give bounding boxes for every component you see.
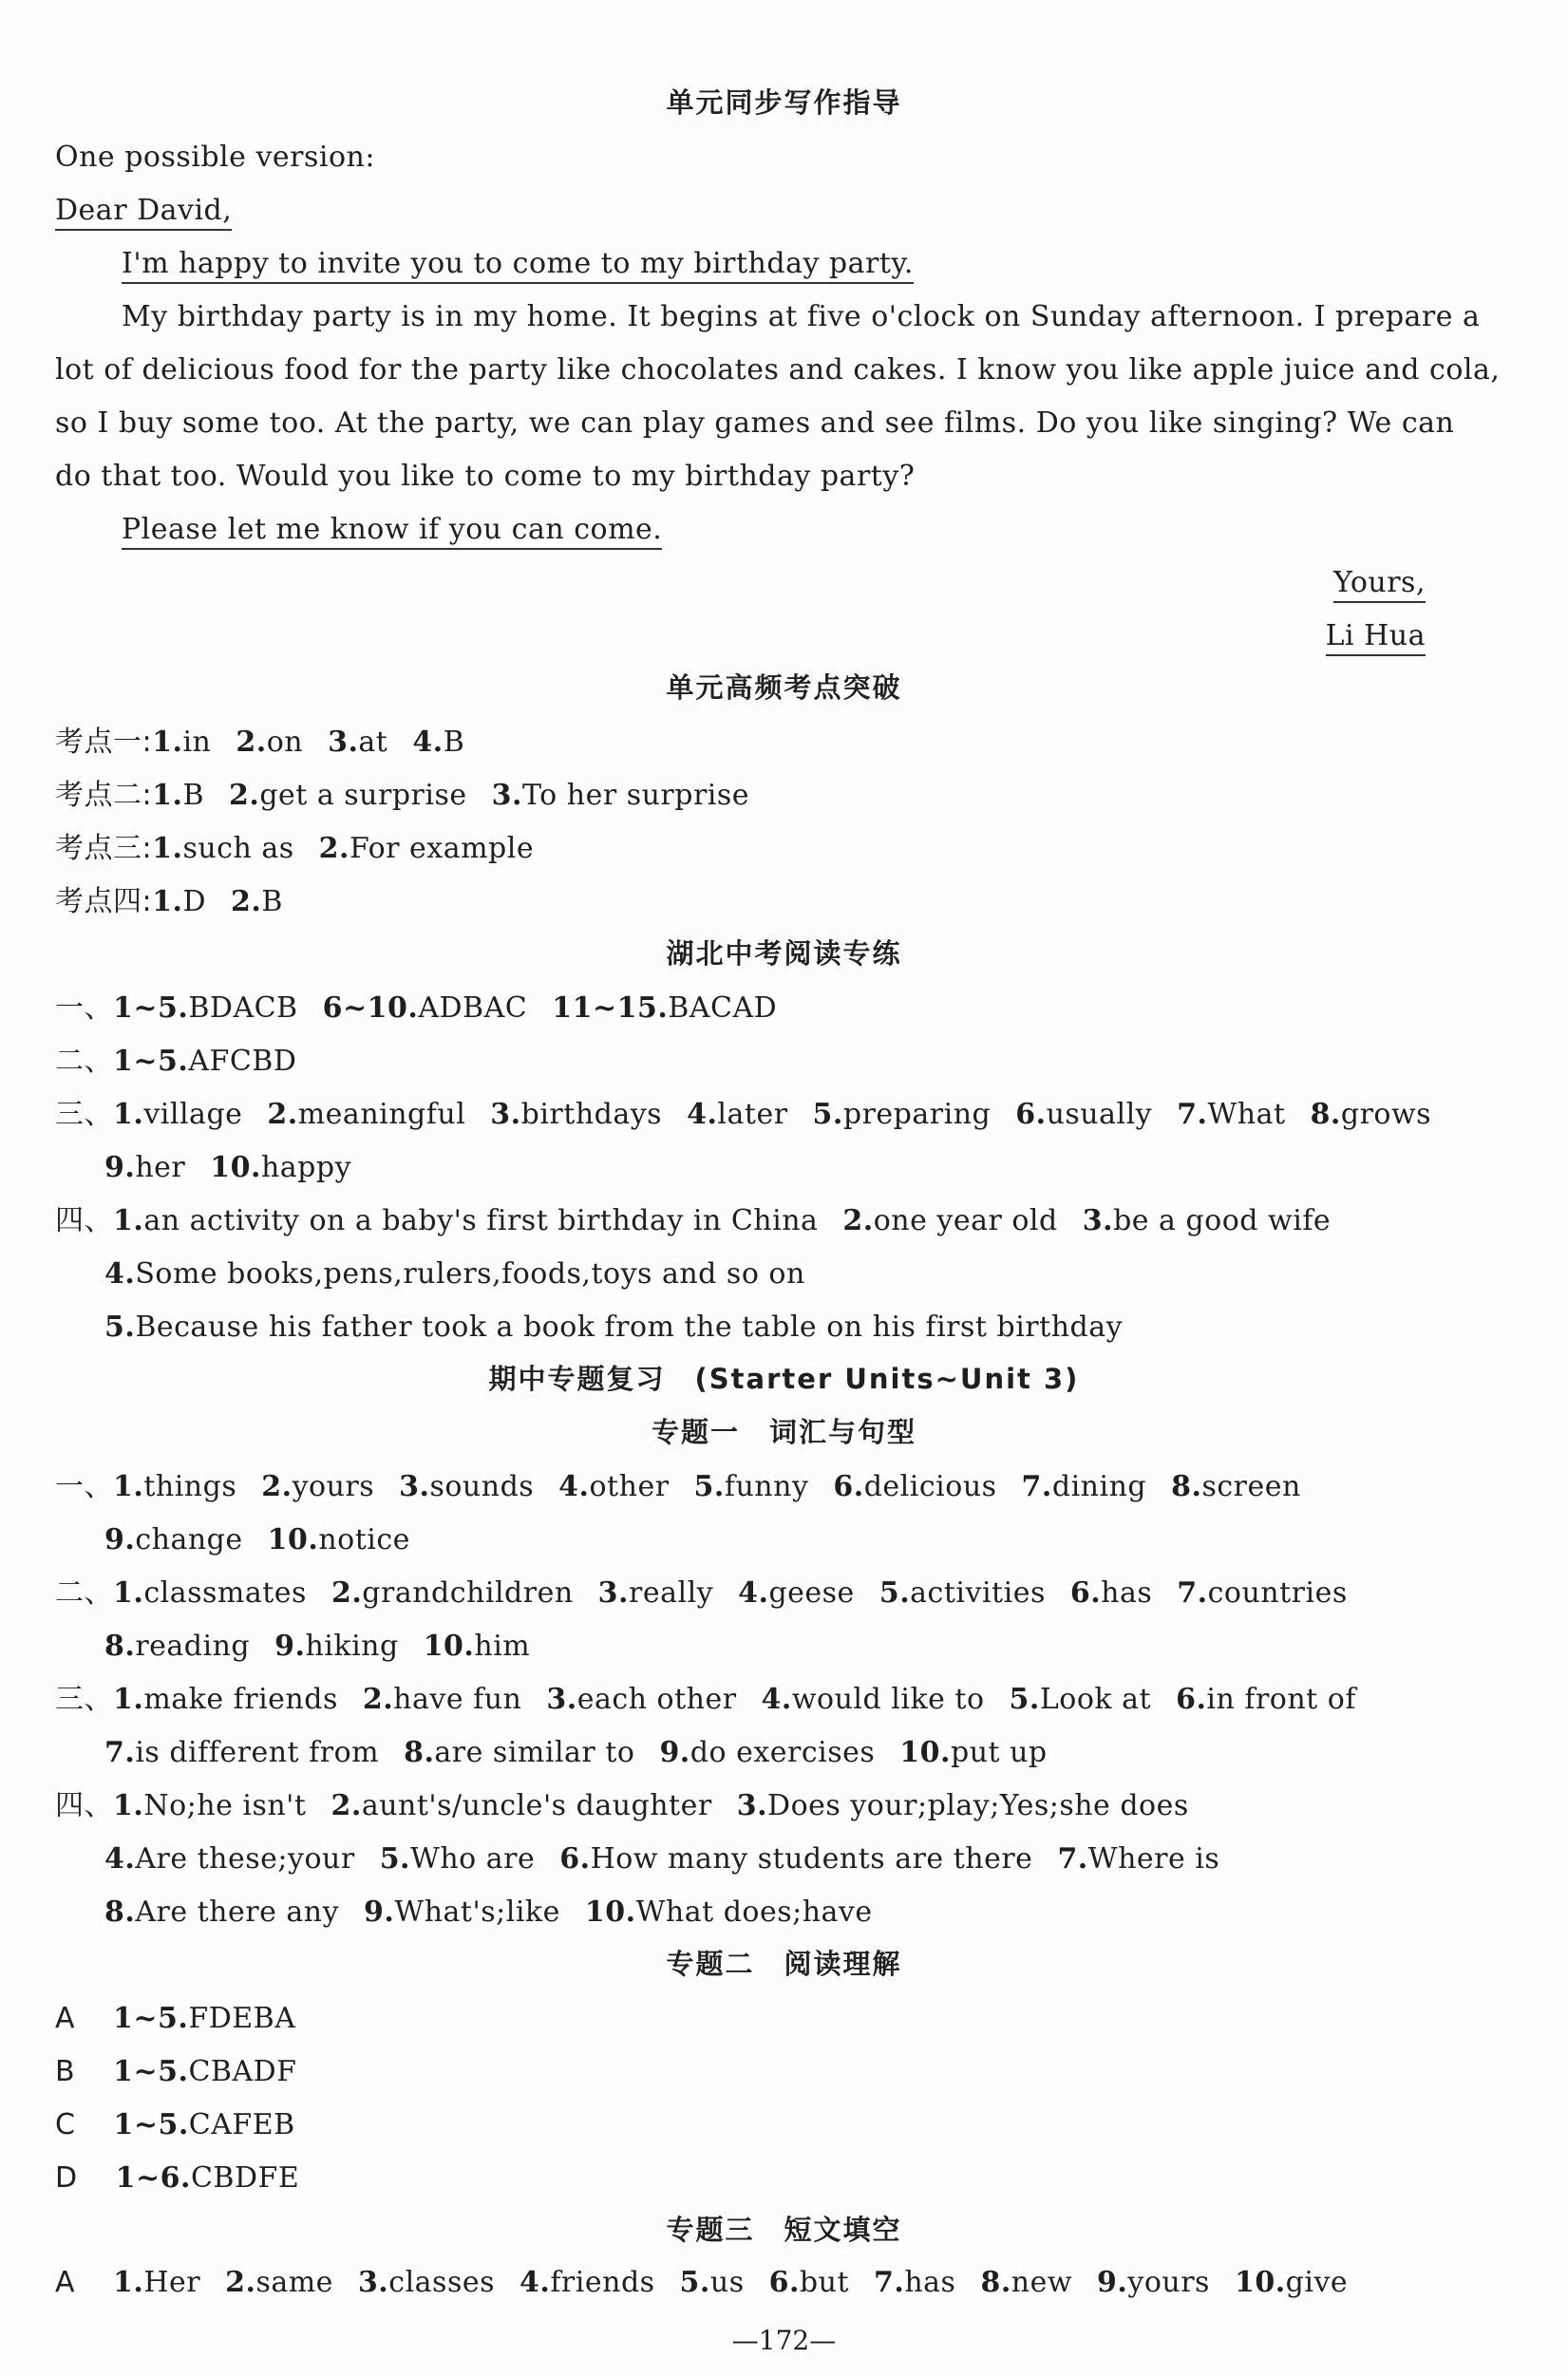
topic3-answer: 4.friends	[520, 2266, 655, 2299]
letter-signoff	[1333, 564, 1426, 602]
topic1-answer: 7.dining	[1021, 1470, 1147, 1503]
letter-body-line-2: lot of delicious food for the party like chocolates and cakes. I know you like apple juice and cola,	[55, 353, 1501, 387]
topic1-answer: 4.would like to	[761, 1683, 985, 1716]
topic2-title: 专题二 阅读理解	[666, 1948, 902, 1980]
topic1-answer: 8.reading	[104, 1630, 251, 1663]
kaodian-row	[55, 777, 749, 815]
letter-opening	[122, 245, 914, 283]
topic2-row	[55, 2106, 295, 2144]
hubei-answer: 10.happy	[210, 1151, 352, 1184]
topic1-label: 四、	[55, 1789, 113, 1822]
topic1-answer: 3.each other	[546, 1683, 737, 1716]
topic1-label: 二、	[55, 1576, 113, 1610]
topic1-row	[104, 1840, 1219, 1878]
topic2-answer: 1~5.CAFEB	[113, 2108, 295, 2141]
hubei-answer: 6.usually	[1015, 1098, 1153, 1131]
topic1-row	[55, 1468, 1301, 1506]
hubei-answer: 2.meaningful	[267, 1098, 466, 1131]
topic1-answer: 9.What's;like	[364, 1895, 560, 1929]
letter-body-line-1: My birthday party is in my home. It begins at five o'clock on Sunday afternoon. I prepare a	[122, 300, 1481, 333]
topic3-answer: 9.yours	[1097, 2266, 1210, 2299]
topic1-answer: 4.Are these;your	[104, 1842, 355, 1876]
topic1-answer: 5.funny	[693, 1470, 809, 1503]
kaodian-answer: 2.get a surprise	[228, 779, 467, 812]
kaodian-answer: 1.B	[152, 779, 204, 812]
hubei-row	[55, 990, 777, 1028]
kaodian-row	[55, 883, 283, 921]
topic1-row	[104, 1628, 530, 1666]
topic1-answer: 10.What does;have	[584, 1895, 873, 1929]
hubei-row	[55, 1043, 296, 1081]
topic2-row	[55, 2053, 296, 2091]
greeting-text: Dear David,	[55, 194, 232, 231]
topic3-answer: 7.has	[874, 2266, 956, 2299]
kaodian-label: 考点四:	[55, 885, 153, 918]
hubei-row	[104, 1149, 351, 1187]
topic3-answer: 3.classes	[357, 2266, 495, 2299]
topic3-title: 专题三 短文填空	[666, 2214, 902, 2246]
topic1-answer: 1.classmates	[113, 1576, 307, 1610]
letter-signature	[1326, 617, 1426, 655]
topic1-answer: 1.things	[113, 1470, 237, 1503]
topic1-answer: 3.Does your;play;Yes;she does	[736, 1789, 1189, 1822]
hubei-title: 湖北中考阅读专练	[666, 937, 902, 970]
topic2-label: C	[55, 2108, 76, 2141]
hubei-answer: 3.be a good wife	[1082, 1204, 1332, 1237]
topic1-answer: 8.screen	[1171, 1470, 1301, 1503]
hubei-answer: 4.Some books,pens,rulers,foods,toys and so on	[104, 1257, 805, 1291]
hubei-row	[55, 1202, 1331, 1240]
topic1-answer: 3.sounds	[399, 1470, 535, 1503]
topic2-answer: 1~5.CBADF	[113, 2055, 297, 2088]
topic3-row	[55, 2264, 1348, 2302]
hubei-row	[104, 1309, 1123, 1347]
topic1-answer: 6.has	[1069, 1576, 1153, 1610]
topic1-answer: 2.grandchildren	[331, 1576, 574, 1610]
topic1-answer: 4.other	[558, 1470, 670, 1503]
kaodian-answer: 3.To her surprise	[491, 779, 750, 812]
closing-text: Please let me know if you can come.	[122, 513, 662, 550]
letter-closing	[122, 511, 662, 549]
hubei-answer: 11~15.BACAD	[552, 991, 778, 1025]
topic1-row	[55, 1787, 1189, 1825]
topic1-label: 三、	[55, 1683, 113, 1716]
topic1-answer: 8.Are there any	[104, 1895, 340, 1929]
kaodian-answer: 4.B	[412, 726, 465, 759]
hubei-answer: 1.an activity on a baby's first birthday in China	[113, 1204, 819, 1237]
topic1-title: 专题一 词汇与句型	[651, 1416, 916, 1448]
kaodian-label: 考点二:	[55, 779, 153, 812]
hubei-answer: 8.grows	[1310, 1098, 1432, 1131]
topic3-answer: 8.new	[980, 2266, 1073, 2299]
kaodian-answer: 1.in	[152, 726, 212, 759]
topic1-answer: 8.are similar to	[404, 1736, 635, 1769]
topic1-answer: 2.have fun	[362, 1683, 522, 1716]
topic2-row	[55, 2000, 295, 2038]
kaodian-title: 单元高频考点突破	[666, 671, 902, 704]
topic1-answer: 5.activities	[878, 1576, 1046, 1610]
hubei-label: 二、	[55, 1045, 113, 1078]
topic1-row	[104, 1894, 873, 1932]
kaodian-label: 考点一:	[55, 726, 153, 759]
hubei-label: 四、	[55, 1204, 113, 1237]
topic1-answer: 10.put up	[899, 1736, 1048, 1769]
topic1-answer: 5.Look at	[1009, 1683, 1152, 1716]
hubei-row	[104, 1255, 805, 1293]
topic1-answer: 6.delicious	[833, 1470, 997, 1503]
hubei-answer: 5.preparing	[812, 1098, 992, 1131]
topic3-label: A	[55, 2266, 76, 2299]
kaodian-answer: 2.on	[236, 726, 304, 759]
topic1-answer: 1.make friends	[113, 1683, 338, 1716]
topic1-answer: 9.hiking	[274, 1630, 399, 1663]
hubei-answer: 3.birthdays	[490, 1098, 663, 1131]
topic1-row	[104, 1734, 1048, 1772]
topic3-answer: 6.but	[768, 2266, 850, 2299]
hubei-answer: 2.one year old	[842, 1204, 1058, 1237]
hubei-row	[55, 1096, 1431, 1134]
topic3-answer: 2.same	[225, 2266, 333, 2299]
hubei-answer: 7.What	[1177, 1098, 1286, 1131]
kaodian-row	[55, 830, 534, 868]
hubei-answer: 6~10.ADBAC	[322, 991, 528, 1025]
hubei-label: 三、	[55, 1098, 113, 1131]
topic1-answer: 6.How many students are there	[559, 1842, 1033, 1876]
letter-greeting	[55, 192, 232, 230]
topic1-answer: 5.Who are	[379, 1842, 536, 1876]
midterm-title: 期中专题复习 (Starter Units~Unit 3)	[488, 1363, 1080, 1395]
opening-text: I'm happy to invite you to come to my birthday party.	[122, 247, 914, 284]
topic1-answer: 4.geese	[738, 1576, 855, 1610]
topic2-label: B	[55, 2055, 76, 2088]
topic1-answer: 2.aunt's/uncle's daughter	[331, 1789, 712, 1822]
hubei-label: 一、	[55, 991, 113, 1025]
topic1-answer: 3.really	[597, 1576, 714, 1610]
topic3-answer: 10.give	[1234, 2266, 1349, 2299]
topic2-row	[55, 2159, 299, 2197]
topic1-answer: 2.yours	[261, 1470, 375, 1503]
writing-title: 单元同步写作指导	[666, 86, 902, 119]
topic1-answer: 6.in front of	[1176, 1683, 1356, 1716]
hubei-answer: 5.Because his father took a book from the table on his first birthday	[104, 1311, 1124, 1344]
kaodian-answer: 1.D	[152, 885, 206, 918]
kaodian-answer: 2.B	[231, 885, 283, 918]
topic3-answer: 1.Her	[113, 2266, 201, 2299]
topic1-answer: 7.countries	[1177, 1576, 1348, 1610]
letter-body-line-3: so I buy some too. At the party, we can play games and see films. Do you like singing? We can	[55, 406, 1455, 440]
topic2-answer: 1~6.CBDFE	[115, 2161, 300, 2195]
topic2-answer: 1~5.FDEBA	[113, 2002, 296, 2035]
topic1-row	[55, 1681, 1356, 1719]
kaodian-answer: 3.at	[328, 726, 388, 759]
hubei-answer: 4.later	[687, 1098, 788, 1131]
kaodian-answer: 1.such as	[152, 832, 294, 865]
signature-text: Li Hua	[1326, 619, 1426, 656]
topic3-answer: 5.us	[679, 2266, 745, 2299]
hubei-answer: 1.village	[113, 1098, 243, 1131]
page-number: —172—	[731, 2325, 837, 2356]
kaodian-row	[55, 724, 464, 762]
topic1-answer: 9.change	[104, 1523, 243, 1556]
topic1-answer: 10.notice	[267, 1523, 410, 1556]
hubei-answer: 9.her	[104, 1151, 186, 1184]
writing-intro: One possible version:	[55, 141, 375, 174]
kaodian-label: 考点三:	[55, 832, 153, 865]
topic1-row	[55, 1575, 1348, 1612]
kaodian-answer: 2.For example	[318, 832, 535, 865]
hubei-answer: 1~5.AFCBD	[113, 1045, 297, 1078]
topic1-answer: 7.Where is	[1057, 1842, 1220, 1876]
topic1-answer: 1.No;he isn't	[113, 1789, 307, 1822]
hubei-answer: 1~5.BDACB	[113, 991, 298, 1025]
letter-body-line-4: do that too. Would you like to come to my birthday party?	[55, 460, 916, 493]
topic1-label: 一、	[55, 1470, 113, 1503]
topic2-label: D	[55, 2161, 78, 2195]
topic1-answer: 9.do exercises	[659, 1736, 876, 1769]
topic2-label: A	[55, 2002, 76, 2035]
topic1-answer: 7.is different from	[104, 1736, 380, 1769]
signoff-text: Yours,	[1333, 566, 1426, 603]
topic1-answer: 10.him	[423, 1630, 531, 1663]
topic1-row	[104, 1521, 410, 1559]
